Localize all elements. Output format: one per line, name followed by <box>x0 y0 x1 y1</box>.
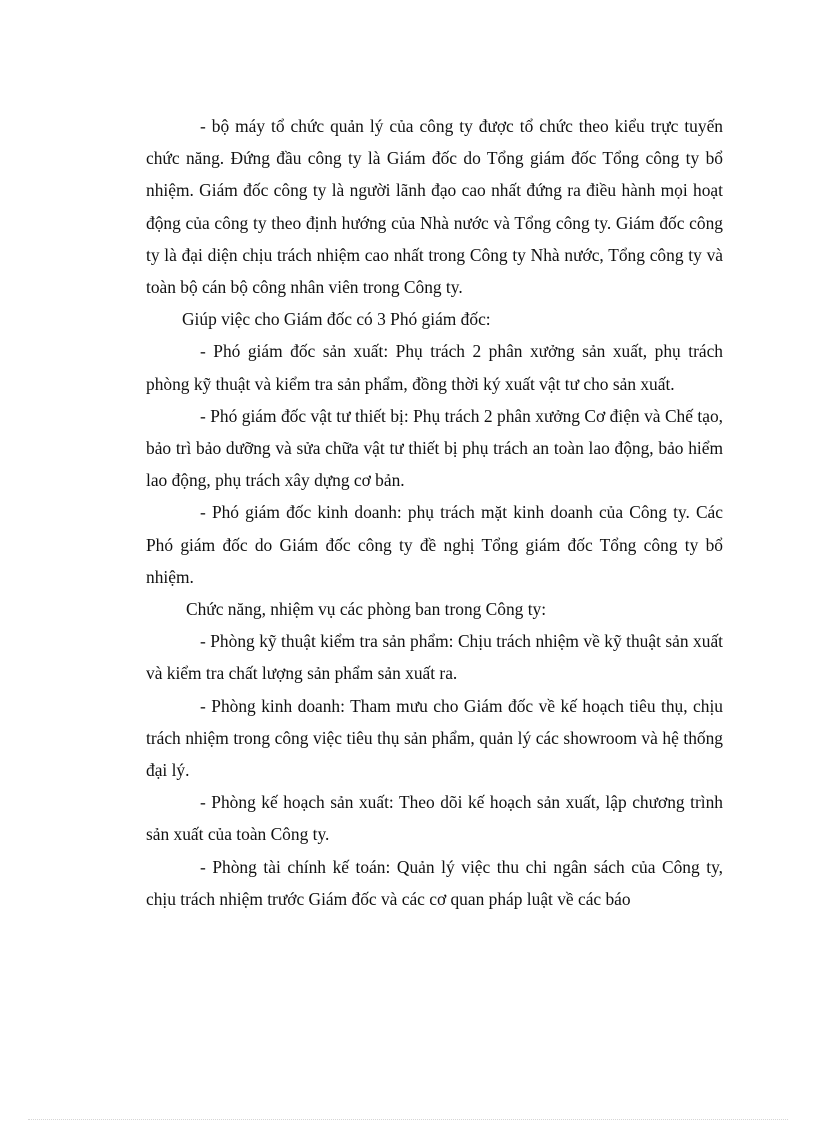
paragraph-deputy-intro: Giúp việc cho Giám đốc có 3 Phó giám đốc: <box>182 309 491 330</box>
paragraph-dept-business: - Phòng kinh doanh: Tham mưu cho Giám đốc về kế hoạch tiêu thụ, chịu trách nhiệm trong công việc tiêu thụ sản phẩm, quản lý các showroom và hệ thống đại lý. <box>146 695 723 781</box>
document-body <box>146 110 723 915</box>
paragraph-dept-technical: - Phòng kỹ thuật kiểm tra sản phẩm: Chịu trách nhiệm về kỹ thuật sản xuất và kiểm tra chất lượng sản phẩm sản xuất ra. <box>146 631 723 684</box>
paragraph-deputy-business: - Phó giám đốc kinh doanh: phụ trách mặt kinh doanh của Công ty. Các Phó giám đốc do Giám đốc công ty đề nghị Tổng giám đốc Tổng công ty bổ nhiệm. <box>146 502 723 587</box>
page-bottom-rule <box>28 1119 788 1120</box>
paragraph-deputy-equipment: - Phó giám đốc vật tư thiết bị: Phụ trách 2 phân xưởng Cơ điện và Chế tạo, bảo trì bảo dưỡng và sửa chữa vật tư thiết bị phụ trách an toàn lao động, bảo hiểm lao động, phụ trách xây dựng cơ bản. <box>146 405 723 491</box>
paragraph-dept-finance: - Phòng tài chính kế toán: Quản lý việc thu chi ngân sách của Công ty, chịu trách nhiệm trước Giám đốc và các cơ quan pháp luật về các báo <box>146 856 723 909</box>
paragraph-departments-intro: Chức năng, nhiệm vụ các phòng ban trong Công ty: <box>186 599 547 620</box>
paragraph-deputy-production: - Phó giám đốc sản xuất: Phụ trách 2 phân xưởng sản xuất, phụ trách phòng kỹ thuật và kiểm tra sản phẩm, đồng thời ký xuất vật tư cho sản xuất. <box>146 341 723 394</box>
paragraph-org-structure: - bộ máy tổ chức quản lý của công ty được tổ chức theo kiểu trực tuyến chức năng. Đứng đầu công ty là Giám đốc do Tổng giám đốc Tổng công ty bổ nhiệm. Giám đốc công ty là người lãnh đạo cao nhất đứng ra điều hành mọi hoạt động của công ty theo định hướng của Nhà nước và Tổng công ty. Giám đốc công ty là đại diện chịu trách nhiệm cao nhất trong Công ty Nhà nước, Tổng công ty và toàn bộ cán bộ công nhân viên trong Công ty. <box>146 116 723 298</box>
paragraph-dept-planning: - Phòng kế hoạch sản xuất: Theo dõi kế hoạch sản xuất, lập chương trình sản xuất của toàn Công ty. <box>146 792 723 845</box>
